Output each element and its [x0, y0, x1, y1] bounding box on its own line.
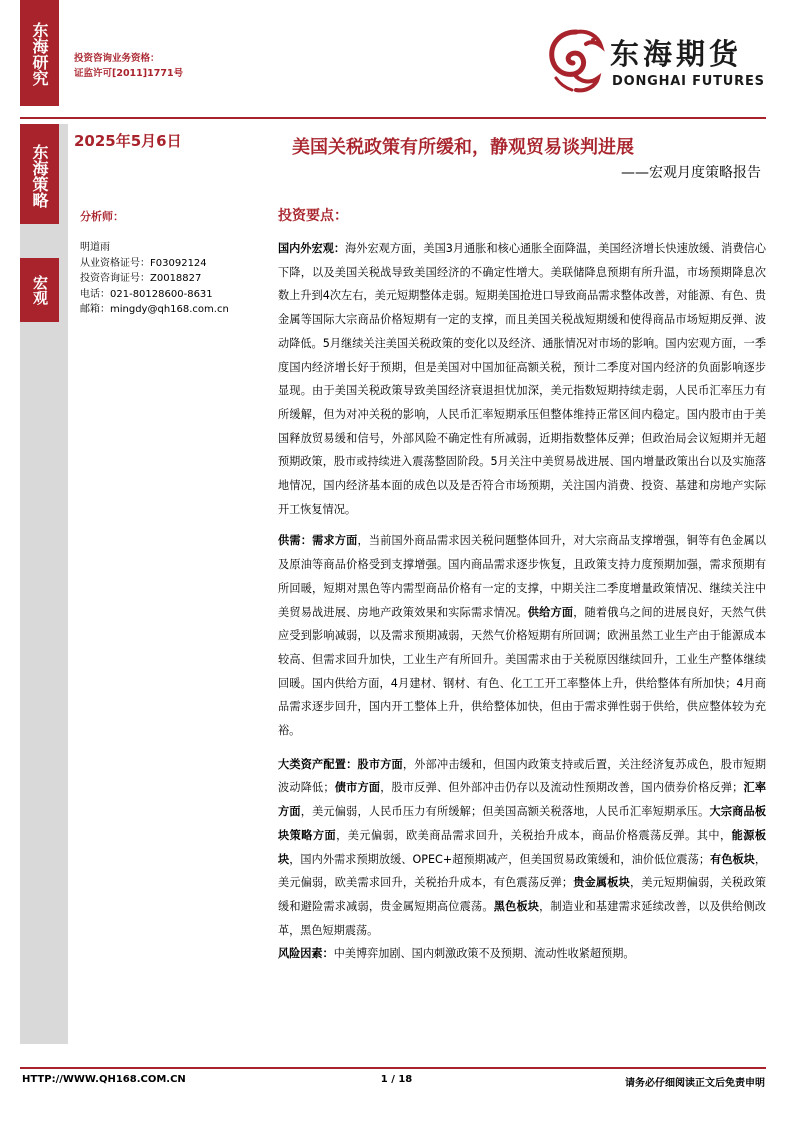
category-tag-text: 东海策略 — [30, 144, 49, 208]
precious-text: ，美元短期偏弱，关税政策缓和避险需求减弱，贵金属短期高位震荡。 — [278, 876, 767, 913]
subcategory-tag — [20, 258, 59, 322]
dragon-logo-icon — [546, 26, 608, 96]
analyst-advisory-cert: 投资咨询证号：Z0018827 — [80, 273, 202, 284]
page-number: 1 / 18 — [380, 1074, 413, 1085]
analyst-phone: 电话：021-80128600-8631 — [80, 288, 213, 300]
footer-url[interactable]: HTTP://WWW.QH168.COM.CN — [22, 1074, 186, 1085]
macro-label: 国内外宏观： — [278, 242, 346, 255]
key-points-heading: 投资要点： — [278, 208, 348, 224]
bond-label: 债市方面 — [334, 781, 381, 795]
risk-paragraph — [278, 942, 766, 966]
fx-text: ，美元偏弱，人民币压力有所缓解；但美国高额关税落地，人民币汇率短期承压。 — [300, 805, 710, 819]
ferrous-label: 黑色板块 — [493, 899, 540, 913]
logo-cn-text: 东海期货 — [610, 37, 743, 71]
footer-divider — [20, 1067, 766, 1069]
header-divider — [20, 117, 766, 119]
analyst-name: 明道雨 — [80, 242, 110, 253]
nonferrous-label: 有色板块 — [709, 852, 755, 866]
report-subtitle: ——宏观月度策略报告 — [621, 165, 761, 181]
stock-text: ，外部冲击缓和，但国内政策支持或后置，关注经济复苏成色，股市短期波动降低； — [278, 757, 767, 795]
series-tag — [20, 0, 59, 106]
ferrous-text: ，制造业和基建需求延续改善，以及供给侧改革，黑色短期震荡。 — [278, 899, 767, 937]
supply-demand-label: 供需： — [278, 534, 313, 548]
logo-en-text: DONGHAI FUTURES — [612, 74, 765, 89]
risk-label: 风险因素： — [278, 947, 334, 961]
fx-label: 汇率方面 — [278, 781, 767, 819]
energy-label: 能源板块 — [278, 828, 767, 866]
qualification-line1: 投资咨询业务资格： — [74, 53, 160, 64]
commodity-text: ，美元偏弱，欧美商品需求回升，关税抬升成本，商品价格震荡反弹。其中， — [336, 828, 732, 842]
commodity-label: 大宗商品板块策略方面 — [278, 805, 767, 842]
key-points-body — [278, 237, 766, 966]
bond-text: ，股市反弹、但外部冲击仍存以及流动性预期改善，国内债券价格反弹； — [380, 781, 744, 795]
asset-allocation-label: 大类资产配置： — [278, 757, 358, 771]
nonferrous-text: ，美元偏弱，欧美需求回升，关税抬升成本，有色震荡反弹； — [278, 852, 767, 890]
precious-label: 贵金属板块 — [572, 876, 630, 890]
category-tag — [20, 124, 59, 224]
qualification — [74, 51, 183, 81]
analyst-label: 分析师： — [80, 210, 124, 223]
report-date: 2025年5月6日 — [74, 132, 182, 150]
analyst-info — [80, 240, 229, 318]
macro-text: 海外宏观方面，美国3月通胀和核心通胀全面降温，美国经济增长快速放缓、消费信心下降，以及美国关税战导致美国经济的不确定性增大。美联储降息预期有所升温，市场预期降息次数上升到4次左右，美元短期整体走弱。短期美国抢进口导致商品需求整体改善，对能源、有色、贵金属等国际大宗商品价格短期有一定的支撑，而且美国关税战短期缓和使得商品市场短期反弹、波动降低。5月继续关注美国关税政策的变化以及经济、通胀情况对市场的影响。国内宏观方面，一季度国内经济增长好于预期，但是美国对中国加征高额关税，预计二季度对国内经济的负面影响逐步显现。由于美国关税政策导致美国经济衰退担忧加深，美元指数短期持续走弱，人民币汇率压力有所缓解，但为对冲关税的影响，人民币汇率短期承压但整体维持正常区间内稳定。国内股市由于美国释放贸易缓和信号，外部风险不确定性有所减弱，近期指数整体反弹；但政治局会议短期并无超预期政策，股市或持续进入震荡整固阶段。5月关注中美贸易战进展、国内增量政策出台以及实施落地情况，国内经济基本面的成色以及是否符合市场预期，关注国内消费、投资、基建和房地产实际开工恢复情况。 — [278, 242, 766, 516]
risk-text: 中美博弈加剧、国内刺激政策不及预期、流动性收紧超预期。 — [333, 947, 635, 961]
stock-label: 股市方面 — [357, 757, 403, 771]
subcategory-tag-text: 宏观 — [31, 275, 49, 305]
company-logo — [546, 26, 766, 96]
report-title: 美国关税政策有所缓和，静观贸易谈判进展 — [292, 137, 634, 158]
demand-label: 需求方面 — [312, 534, 358, 548]
analyst-cert: 从业资格证号：F03092124 — [80, 257, 207, 269]
energy-text: ，国内外需求预期放缓、OPEC+超预期减产，但美国贸易政策缓和，油价低位震荡； — [289, 852, 710, 866]
asset-allocation-paragraph — [278, 753, 766, 943]
series-tag-text: 东海研究 — [30, 22, 49, 86]
supply-label: 供给方面 — [527, 605, 574, 619]
supply-text: ，随着俄乌之间的进展良好，天然气供应受到影响减弱，以及需求预期减弱，天然气价格短期有所回调；欧洲虽然工业生产由于能源成本较高、但需求回升加快，工业生产有所回升。美国需求由于关税原因继续回升，工业生产整体继续回暖。国内供给方面，4月建材、钢材、有色、化工工开工率整体上升，供给整体有所加快；4月商品需求逐步回升，国内开工整体上升，供给整体加快，但由于需求弹性弱于供给，供应整体较为充裕。 — [278, 605, 767, 738]
qualification-line2: 证监许可[2011]1771号 — [74, 68, 184, 79]
supply-demand-paragraph — [278, 529, 766, 742]
analyst-email[interactable]: 邮箱：mingdy@qh168.com.cn — [80, 304, 229, 315]
demand-text: ，当前国外商品需求因关税问题整体回升，对大宗商品支撑增强，铜等有色金属以及原油等商品价格受到支撑增强。国内商品需求逐步恢复，且政策支持力度预期加强，需求预期有所回暖，短期对黑色等内需型商品价格有一定的支撑，中期关注二季度增量政策情况、继续关注中美贸易战进展、房地产政策效果和实际需求情况。 — [278, 534, 767, 619]
footer-disclaimer: 请务必仔细阅读正文后免责申明 — [625, 1078, 765, 1089]
macro-paragraph — [278, 237, 766, 521]
